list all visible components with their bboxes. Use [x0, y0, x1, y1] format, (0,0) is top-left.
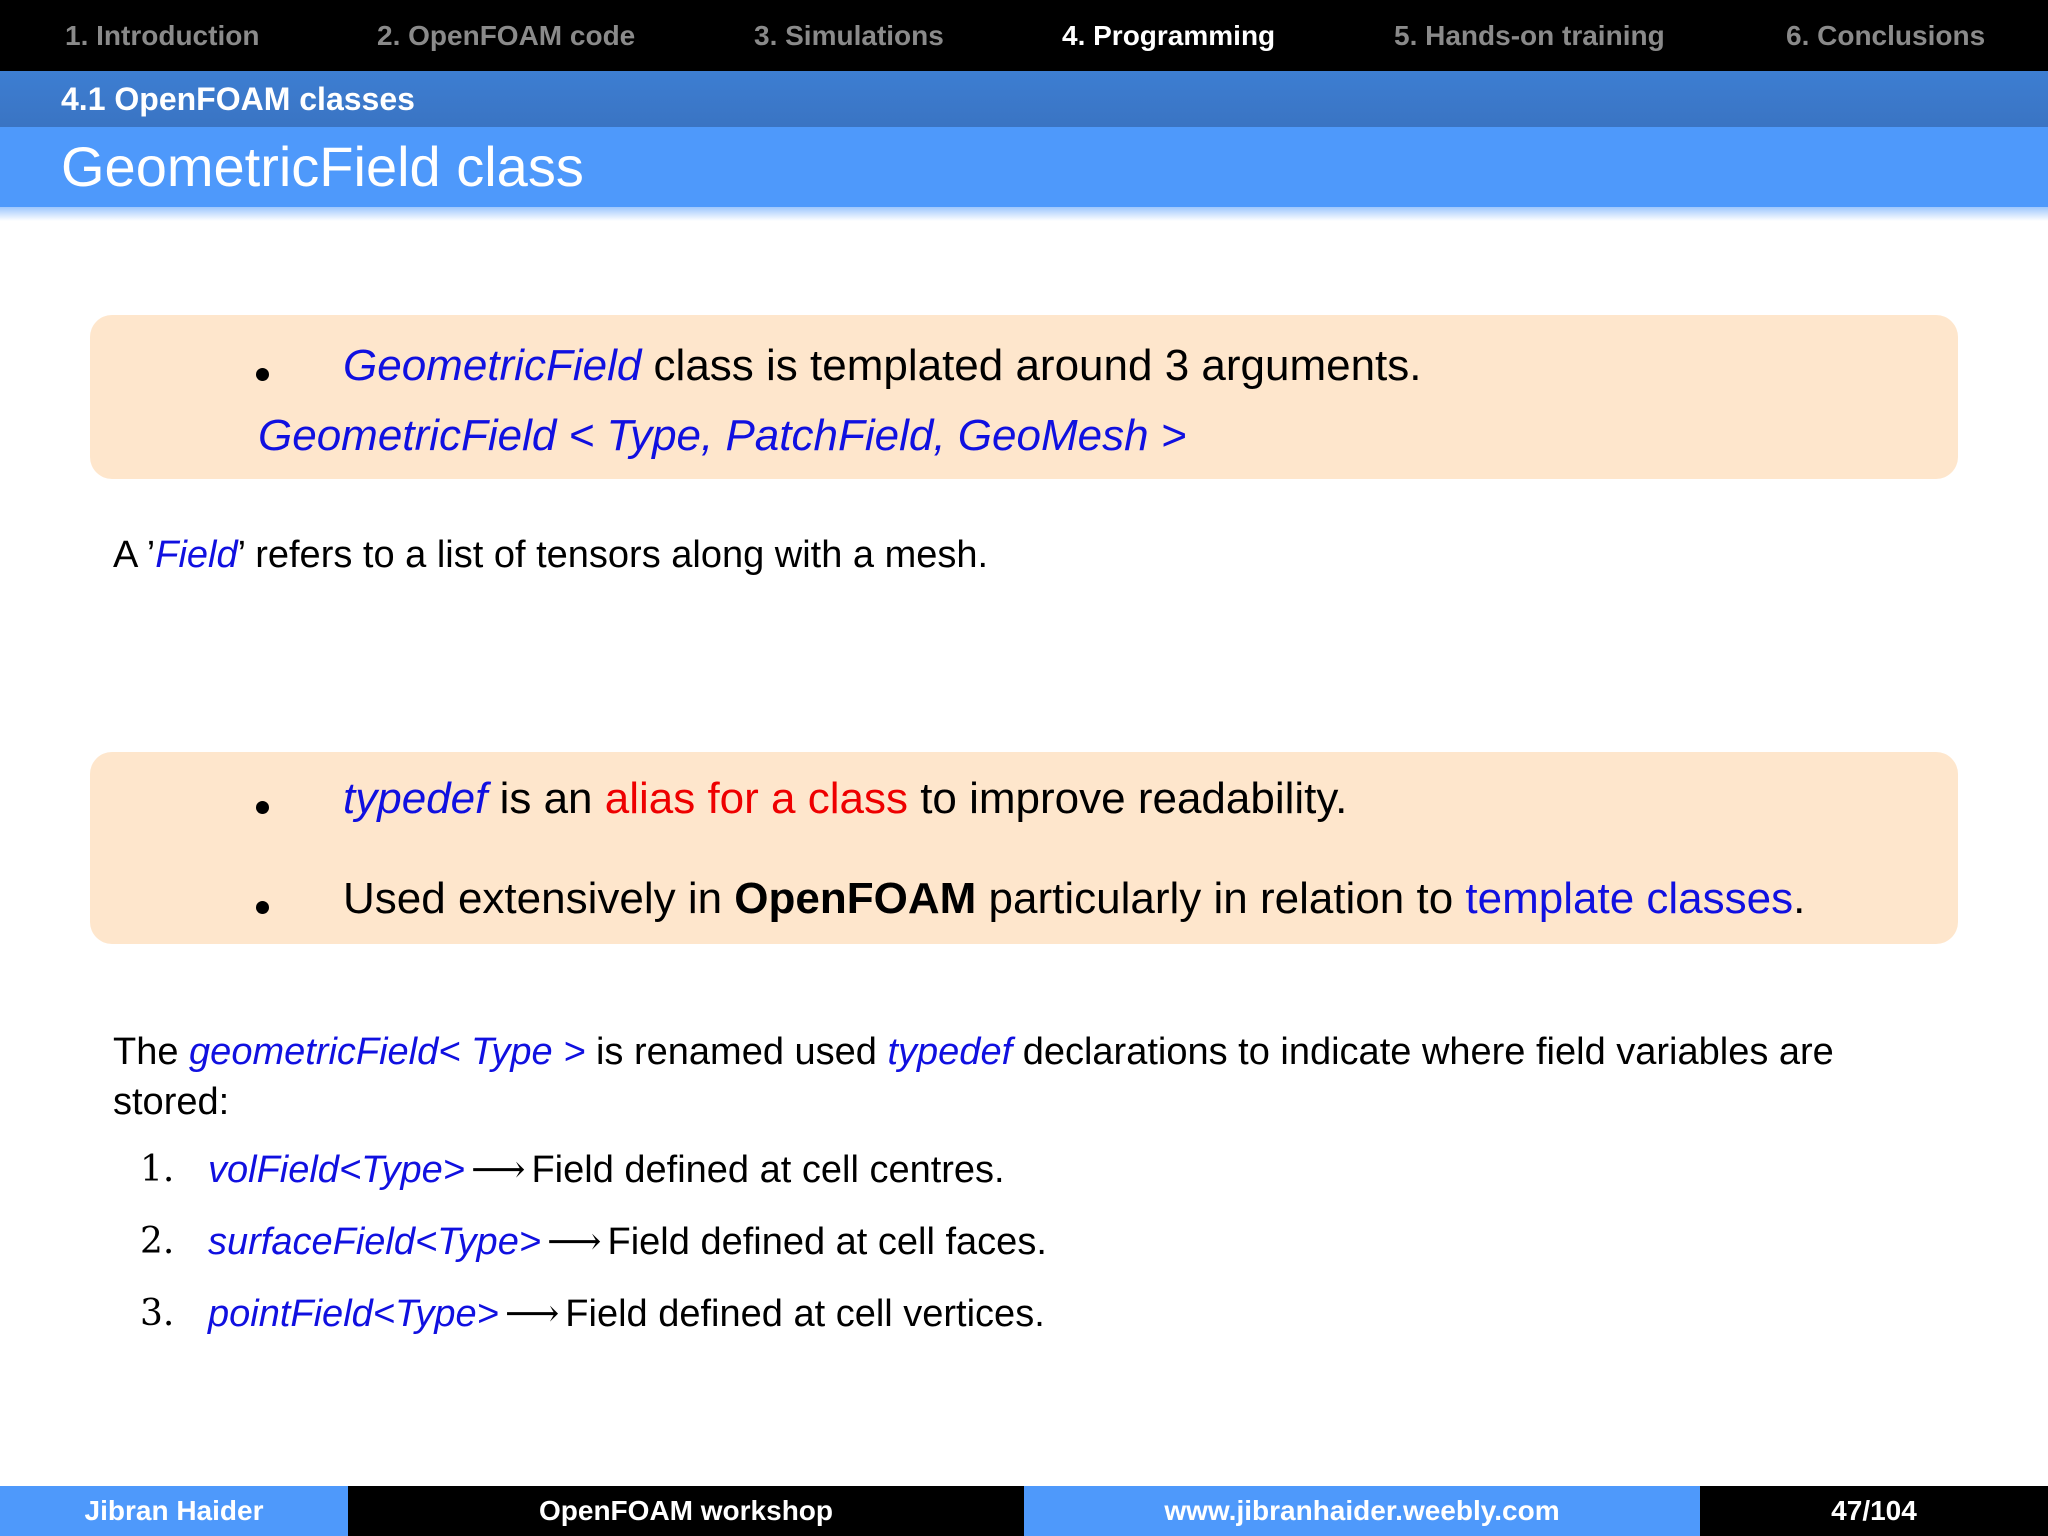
- rename-p1: The: [113, 1031, 190, 1073]
- template-signature: GeometricField < Type, PatchField, GeoMesh >: [258, 411, 1187, 460]
- nav-item-openfoam-code[interactable]: 2. OpenFOAM code: [377, 20, 636, 51]
- term-geometricfield-type: geometricField< Type >: [189, 1031, 586, 1073]
- list-number: 1.: [140, 1149, 175, 1190]
- nav-item-introduction[interactable]: 1. Introduction: [65, 20, 260, 51]
- section-title: 4.1 OpenFOAM classes: [61, 81, 415, 117]
- bullet-text: [343, 774, 1347, 824]
- bullet-dot: [256, 901, 269, 914]
- term-geometricfield: GeometricField: [343, 341, 642, 390]
- list-desc: Field defined at cell vertices.: [565, 1293, 1045, 1335]
- term-pointfield: pointField<Type>: [208, 1293, 499, 1335]
- page-title: GeometricField class: [61, 135, 584, 198]
- bullet-rest: class is templated around 3 arguments.: [641, 341, 1422, 390]
- arrow-icon: ⟶: [547, 1219, 602, 1263]
- section-bar: [0, 71, 2048, 127]
- nav-item-simulations[interactable]: 3. Simulations: [754, 20, 944, 51]
- list-desc: Field defined at cell faces.: [607, 1221, 1047, 1263]
- top-navigation: [0, 0, 2048, 71]
- nav-item-programming[interactable]: 4. Programming: [1062, 20, 1276, 51]
- footer-event: OpenFOAM workshop: [348, 1486, 1024, 1536]
- alert-alias: alias for a class: [604, 774, 908, 823]
- bullet-start: Used extensively in: [343, 874, 735, 923]
- highlight-box-typedef: [90, 752, 1958, 944]
- list-desc: Field defined at cell centres.: [531, 1149, 1005, 1191]
- term-field: Field: [155, 534, 238, 576]
- arrow-icon: ⟶: [504, 1291, 560, 1335]
- bullet-mid: particularly in relation to: [976, 874, 1466, 923]
- field-def-suffix: ’ refers to a list of tensors along with a mesh.: [237, 534, 989, 576]
- bullet-text: [343, 341, 1422, 391]
- term-typedef-inline: typedef: [887, 1031, 1013, 1073]
- footer-website[interactable]: www.jibranhaider.weebly.com: [1024, 1486, 1700, 1536]
- term-volfield: volField<Type>: [208, 1149, 465, 1191]
- list-text: [208, 1219, 1047, 1264]
- nav-item-hands-on-training[interactable]: 5. Hands-on training: [1394, 20, 1665, 51]
- term-surfacefield: surfaceField<Type>: [208, 1221, 542, 1263]
- bullet-end: to improve readability.: [907, 774, 1348, 823]
- field-def-prefix: A ’: [113, 534, 156, 576]
- rename-paragraph-line1: [113, 1031, 1834, 1074]
- term-openfoam: OpenFOAM: [734, 874, 977, 923]
- highlight-box-geometricfield: [90, 315, 1958, 479]
- list-number: 2.: [140, 1221, 175, 1262]
- rename-p3: declarations to indicate where field variables are: [1012, 1031, 1834, 1073]
- term-template-classes: template classes: [1465, 874, 1794, 923]
- bullet-dot: [256, 801, 269, 814]
- list-text: [208, 1147, 1005, 1192]
- footer-page-number: 47/104: [1700, 1486, 2048, 1536]
- footer-author: Jibran Haider: [0, 1486, 348, 1536]
- bullet-dot: [256, 368, 269, 381]
- title-shadow: [0, 207, 2048, 221]
- list-text: [208, 1291, 1045, 1336]
- field-definition: [113, 534, 988, 577]
- term-typedef: typedef: [343, 774, 488, 823]
- nav-item-conclusions[interactable]: 6. Conclusions: [1786, 20, 1986, 51]
- frame-title-bar: [0, 127, 2048, 207]
- bullet-mid: is an: [487, 774, 605, 823]
- bullet-end: .: [1793, 874, 1806, 923]
- list-number: 3.: [140, 1293, 175, 1334]
- rename-paragraph-line2: stored:: [113, 1081, 230, 1123]
- bullet-text: [343, 874, 1805, 924]
- arrow-icon: ⟶: [470, 1147, 526, 1191]
- footer: [0, 1486, 2048, 1536]
- rename-p2: is renamed used: [585, 1031, 888, 1073]
